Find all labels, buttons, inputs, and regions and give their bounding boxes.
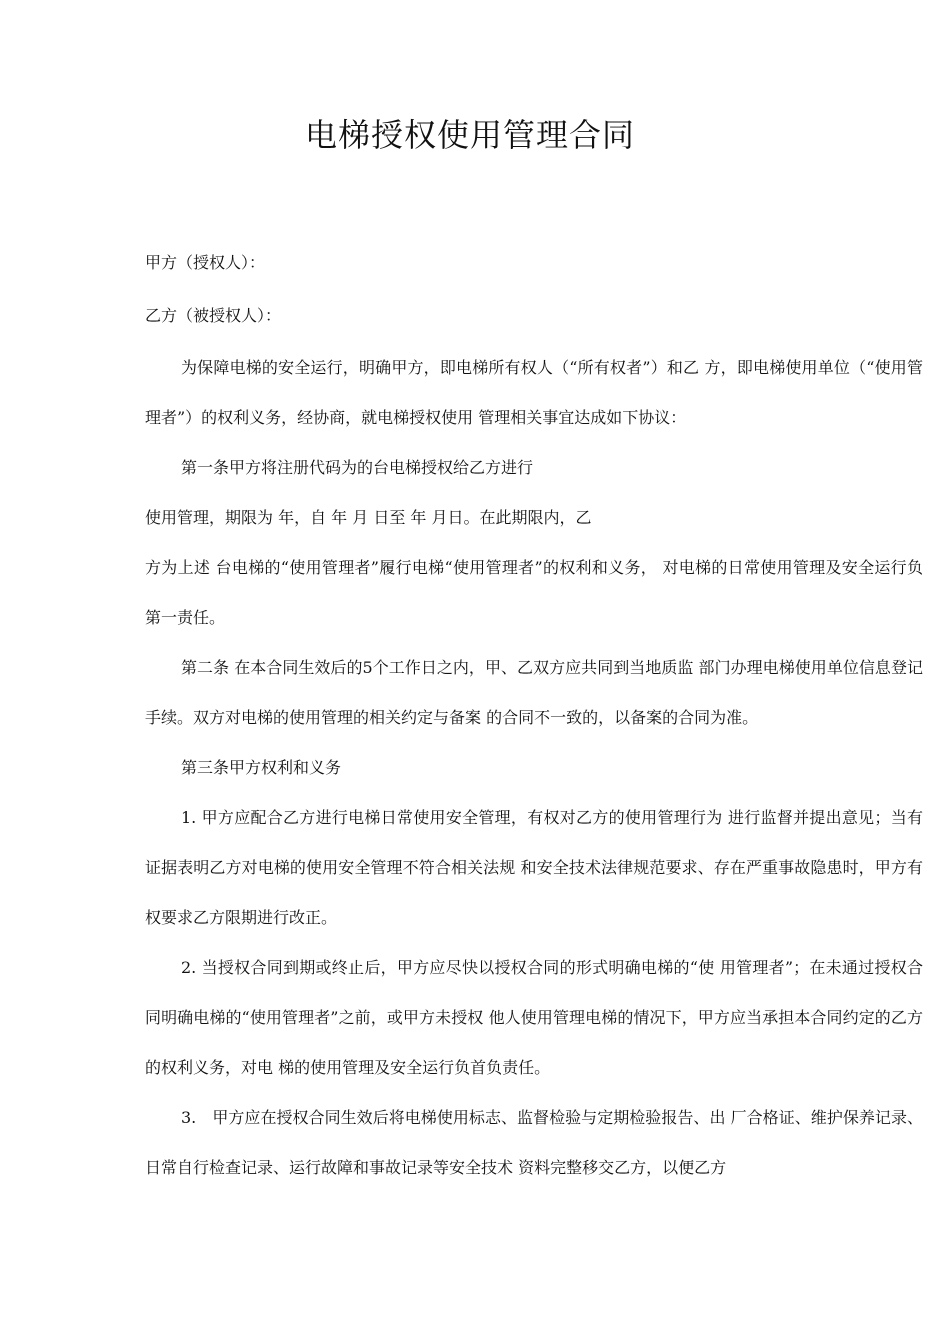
article-1-responsibility-paragraph: 方为上述 台电梯的“使用管理者”履行电梯“使用管理者”的权利和义务， 对电梯的日常使用管理及安全运行负第一责任。 [145,558,923,627]
preamble-paragraph: 为保障电梯的安全运行，明确甲方，即电梯所有权人（“所有权者”）和乙 方，即电梯使用单位（“使用管理者”）的权利义务，经协商，就电梯授权使用 管理相关事宜达成如下协议： [145,358,923,427]
article-2-paragraph: 第二条 在本合同生效后的5个工作日之内，甲、乙双方应共同到当地质监 部门办理电梯使用单位信息登记手续。双方对电梯的使用管理的相关约定与备案 的合同不一致的，以备案的合同为准。 [145,658,923,727]
document-title: 电梯授权使用管理合同 [304,116,635,154]
party-a-line: 甲方（授权人）： [145,253,266,272]
article-1-heading-line: 第一条甲方将注册代码为的台电梯授权给乙方进行 [181,458,534,477]
party-b-line: 乙方（被授权人）： [145,306,282,325]
article-3-heading: 第三条甲方权利和义务 [181,758,342,777]
article-3-item-2: 2. 当授权合同到期或终止后，甲方应尽快以授权合同的形式明确电梯的“使 用管理者”；在未通过授权合同明确电梯的“使用管理者”之前，或甲方未授权 他人使用管理电梯的情况下，甲方应当承担本合同约定的乙方的权利义务，对电 梯的使用管理及安全运行负首负责任。 [145,958,923,1077]
document-body [145,238,923,1193]
article-3-item-1: 1. 甲方应配合乙方进行电梯日常使用安全管理，有权对乙方的使用管理行为 进行监督并提出意见；当有证据表明乙方对电梯的使用安全管理不符合相关法规 和安全技术法律规范要求、存在严重事故隐患时，甲方有权要求乙方限期进行改正。 [145,808,923,927]
article-3-item-3: 3. 甲方应在授权合同生效后将电梯使用标志、监督检验与定期检验报告、出 厂合格证、维护保养记录、日常自行检查记录、运行故障和事故记录等安全技术 资料完整移交乙方，以便乙方 [145,1108,923,1177]
article-1-term-line: 使用管理，期限为 年，自 年 月 日至 年 月日。在此期限内，乙 [145,508,592,527]
